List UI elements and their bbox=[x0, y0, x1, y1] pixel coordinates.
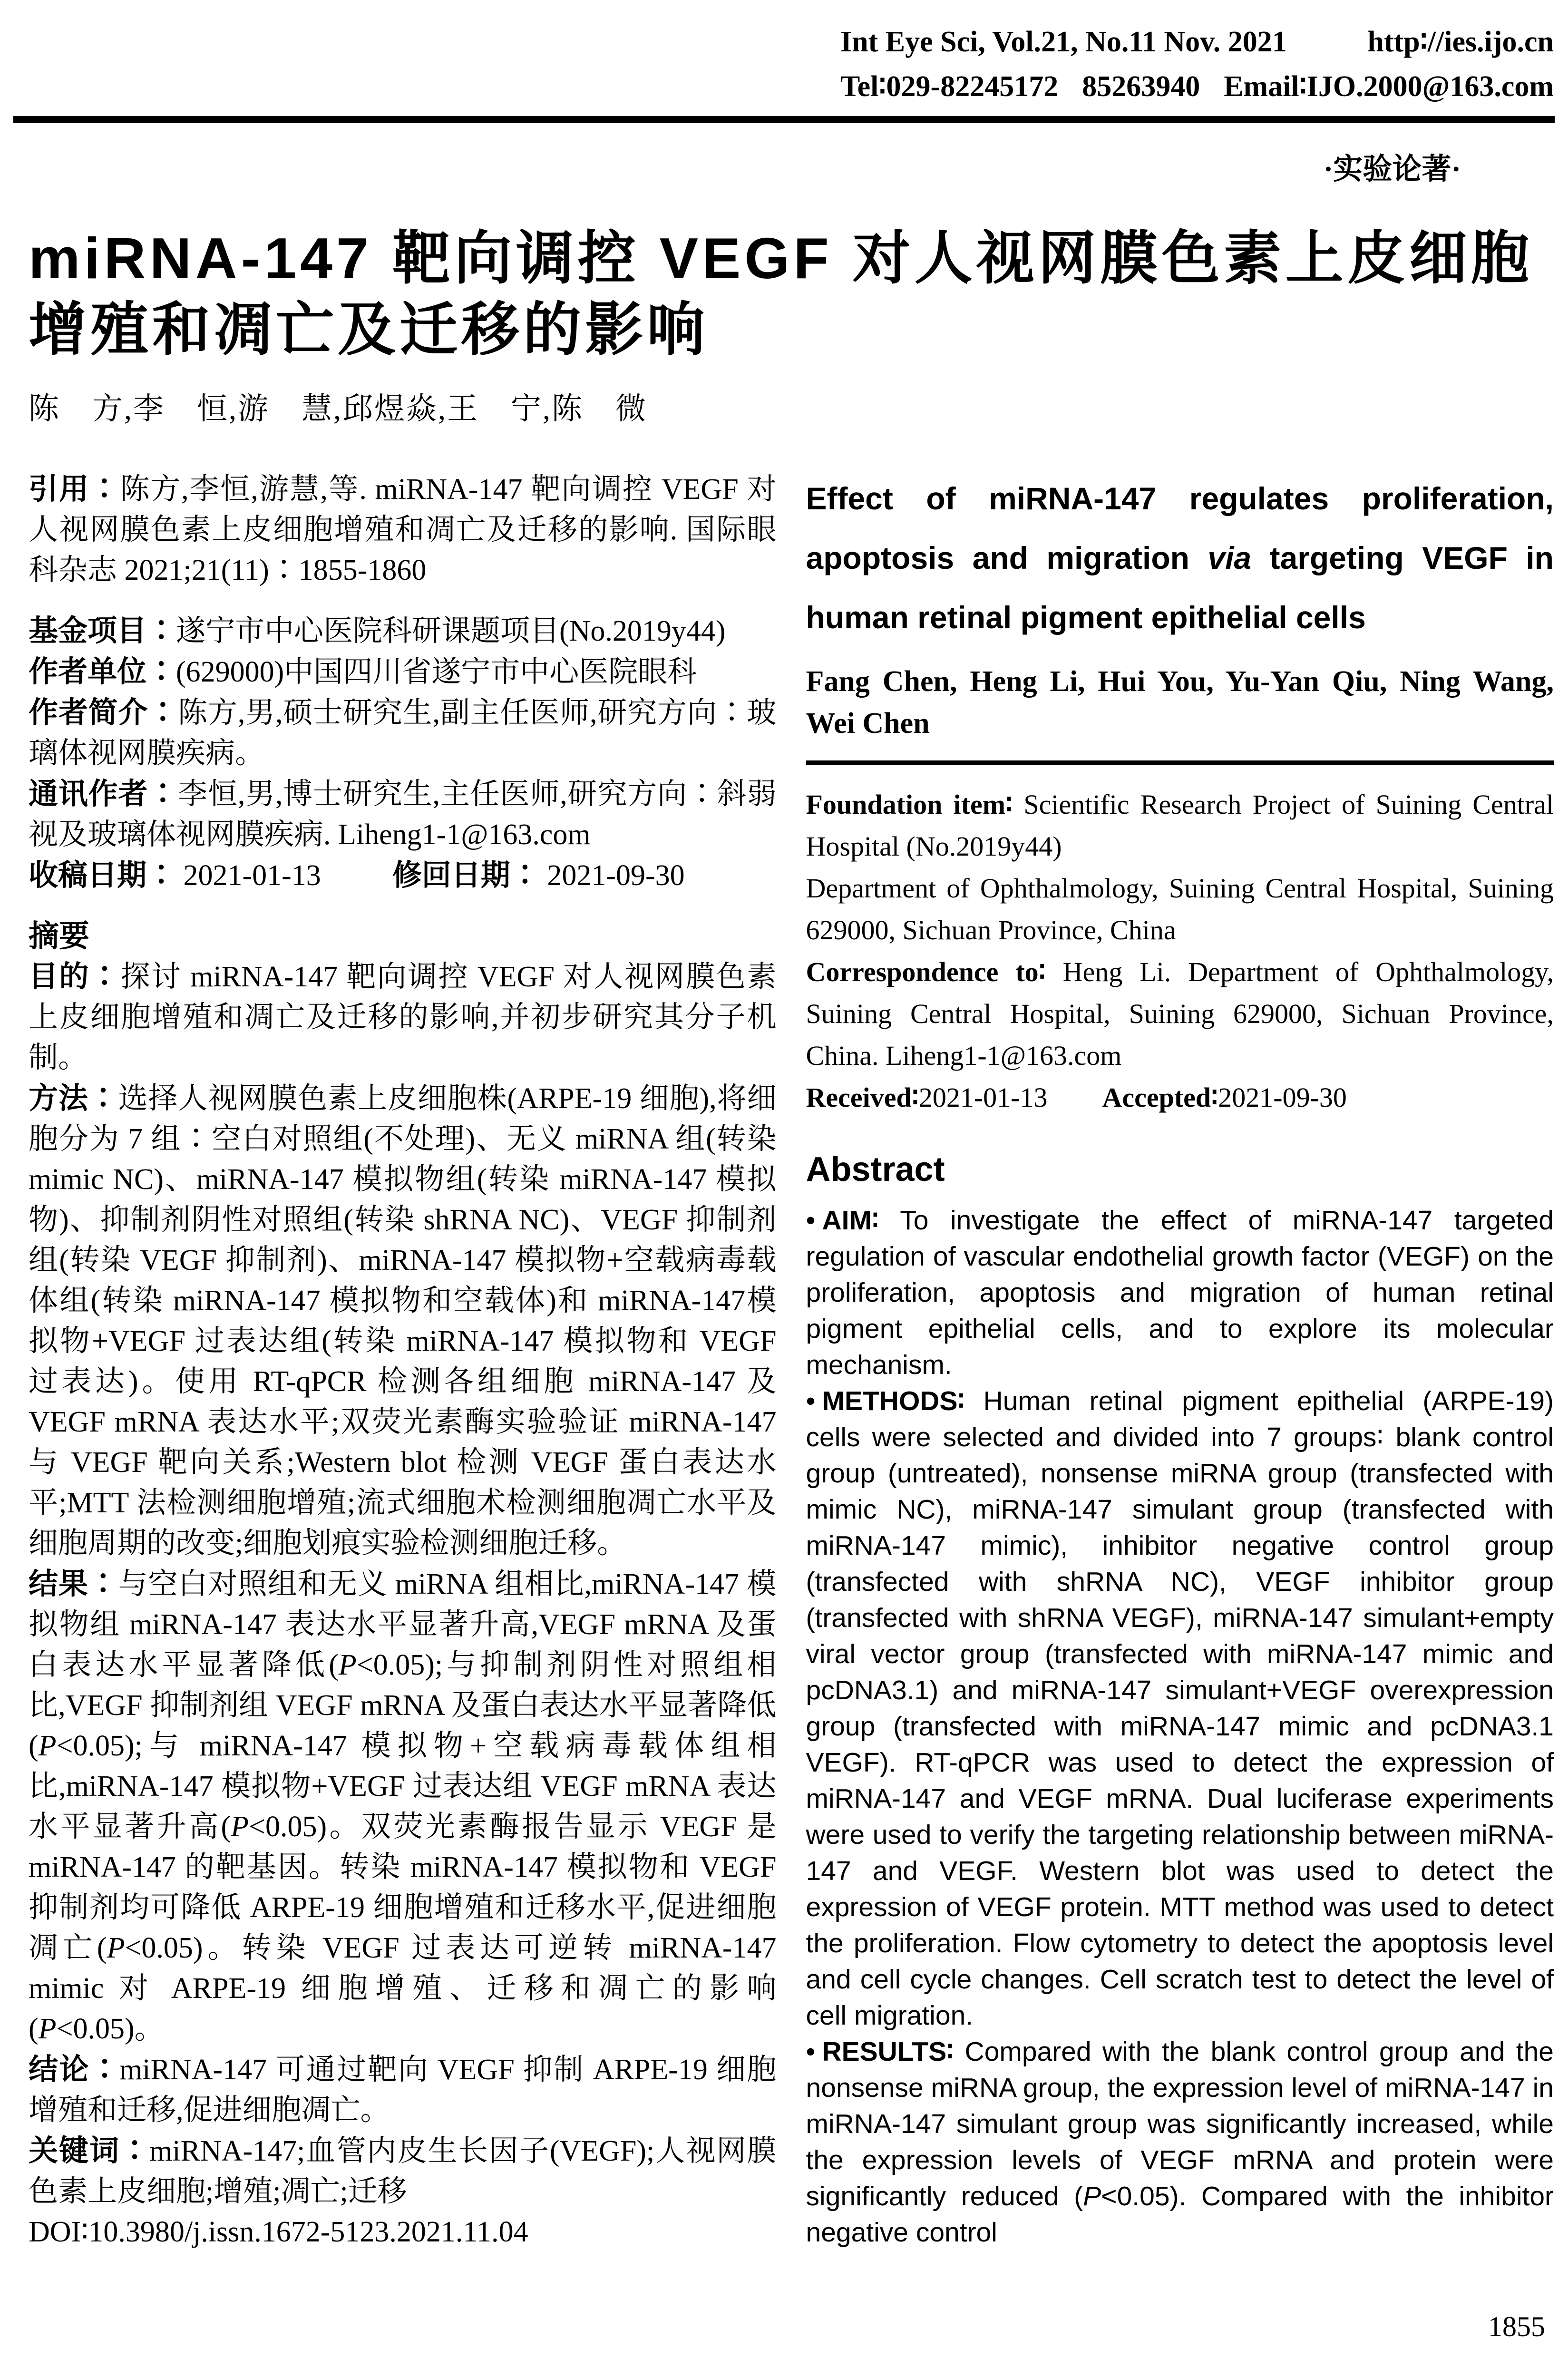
affiliation-cn-paragraph bbox=[29, 652, 777, 692]
doi-line bbox=[29, 2212, 777, 2252]
article-title-cn bbox=[29, 223, 1539, 365]
aim-cn-text: 探讨 miRNA-147 靶向调控 VEGF 对人视网膜色素上皮细胞增殖和凋亡及迁移的影响,并初步研究其分子机制。 bbox=[29, 961, 777, 1074]
correspondence-cn-paragraph bbox=[29, 774, 777, 855]
correspondence-en-label: Correspondence to∶ bbox=[806, 956, 1046, 987]
bullet-icon: • bbox=[806, 1205, 816, 1236]
journal-tel-2: 85263940 bbox=[1082, 70, 1200, 103]
author-bio-label: 作者简介∶ bbox=[29, 696, 178, 729]
doi-link[interactable]: 10.3980/j.issn.1672-5123.2021.11.04 bbox=[88, 2216, 528, 2248]
aim-label: AIM∶ bbox=[822, 1205, 879, 1236]
methods-cn-text: 选择人视网膜色素上皮细胞株(ARPE-19 细胞),将细胞分为 7 组∶空白对照组(不处理)、无义 miRNA 组(转染 mimic NC)、miRNA-147 模拟物组(转染 miRNA-147 模拟物)、抑制剂阴性对照组(转染 shRNA NC)、VEGF 抑制剂组(转染 VEGF 抑制剂)、miRNA-147 模拟物+空载病毒载体组(转染 miRNA-147 模拟物和空载体)和 miRNA-147模拟物+VEGF 过表达组(转染 miRNA-147 模拟物和 VEGF 过表达)。使用 RT-qPCR 检测各组细胞 miRNA-147 及 VEGF mRNA 表达水平;双荧光素酶实验验证 miRNA-147 与 VEGF 靶向关系;Western blot 检测 VEGF 蛋白表达水平;MTT 法检测细胞增殖;流式细胞术检测细胞凋亡水平及细胞周期的改变;细胞划痕实验检测细胞迁移。 bbox=[29, 1082, 777, 1559]
bullet-icon: • bbox=[806, 2036, 816, 2067]
citation-text: 陈方,李恒,游慧,等. miRNA-147 靶向调控 VEGF 对人视网膜色素上皮细胞增殖和凋亡及迁移的影响. 国际眼科杂志 2021;21(11)∶1855-1860 bbox=[29, 473, 777, 586]
conclusion-cn-paragraph bbox=[29, 2049, 777, 2131]
keywords-paragraph bbox=[29, 2131, 777, 2212]
methods-paragraph bbox=[806, 1383, 1554, 2034]
citation-paragraph bbox=[29, 469, 777, 591]
correspondence-en-text: Heng Li. Department of Ophthalmology, Suining Central Hospital, Suining 629000, Sichuan Province, China. Liheng1-1@163.com bbox=[806, 956, 1554, 1071]
keywords-text: miRNA-147;血管内皮生长因子(VEGF);人视网膜色素上皮细胞;增殖;凋亡;迁移 bbox=[29, 2135, 777, 2208]
affiliation-cn-label: 作者单位∶ bbox=[29, 655, 176, 688]
page-number: 1855 bbox=[1488, 2311, 1545, 2342]
revised-date: 2021-09-30 bbox=[539, 859, 685, 892]
conclusion-cn-text: miRNA-147 可通过靶向 VEGF 抑制 ARPE-19 细胞增殖和迁移,促进细胞凋亡。 bbox=[29, 2054, 777, 2126]
authors-cn: 陈 方,李 恒,游 慧,邱煜焱,王 宁,陈 微 bbox=[29, 392, 647, 426]
abstract-heading-cn: 摘要 bbox=[29, 919, 89, 953]
author-bio-text: 陈方,男,硕士研究生,副主任医师,研究方向∶玻璃体视网膜疾病。 bbox=[29, 697, 777, 770]
bullet-icon: • bbox=[806, 1386, 816, 1416]
results-cn-label: 结果∶ bbox=[29, 1568, 118, 1600]
doi-label: DOI∶ bbox=[29, 2216, 89, 2248]
spacer bbox=[29, 896, 777, 916]
methods-cn-label: 方法∶ bbox=[29, 1082, 118, 1115]
foundation-en-paragraph bbox=[806, 784, 1554, 867]
journal-header-line-2 bbox=[840, 69, 1554, 104]
dates-en-paragraph bbox=[806, 1077, 1554, 1119]
title-cn-line-2: 增殖和凋亡及迁移的影响 bbox=[29, 297, 709, 362]
foundation-en-text: Scientific Research Project of Suining Central Hospital (No.2019y44) bbox=[806, 789, 1554, 862]
conclusion-cn-label: 结论∶ bbox=[29, 2053, 120, 2086]
correspondence-cn-label: 通讯作者∶ bbox=[29, 778, 178, 810]
aim-paragraph bbox=[806, 1202, 1554, 1383]
spacer bbox=[29, 591, 777, 611]
aim-cn-paragraph bbox=[29, 956, 777, 1078]
header-rule bbox=[13, 116, 1555, 123]
affiliation-cn-text: (629000)中国四川省遂宁市中心医院眼科 bbox=[176, 656, 697, 688]
journal-website-link[interactable]: http∶//ies.ijo.cn bbox=[1367, 26, 1554, 58]
affiliation-en-paragraph: Department of Ophthalmology, Suining Central Hospital, Suining 629000, Sichuan Province, China bbox=[806, 873, 1554, 945]
methods-label: METHODS∶ bbox=[822, 1386, 965, 1416]
foundation-cn-paragraph bbox=[29, 611, 777, 652]
columns bbox=[29, 469, 1554, 2252]
article-title-en: Effect of miRNA-147 regulates proliferation, apoptosis and migration via targeting VEGF in human retinal pigment epithelial cells bbox=[806, 481, 1554, 635]
authors-en: Fang Chen, Heng Li, Hui You, Yu-Yan Qiu, Ning Wang, Wei Chen bbox=[806, 665, 1554, 740]
received-date: 2021-01-13 bbox=[176, 859, 321, 892]
received-en-date: 2021-01-13 bbox=[918, 1082, 1048, 1113]
correspondence-cn-text: 李恒,男,博士研究生,主任医师,研究方向∶斜弱视及玻璃体视网膜疾病. Liheng1-1@163.com bbox=[29, 778, 777, 851]
left-column bbox=[29, 469, 777, 2252]
journal-tel: Tel∶029-82245172 bbox=[840, 70, 1059, 103]
methods-cn-paragraph bbox=[29, 1078, 777, 1564]
methods-text: Human retinal pigment epithelial (ARPE-19) cells were selected and divided into 7 groups∶ blank control group (untreated), nonsense miRNA group (transfected with mimic NC), miRNA-147 simulant group (transfected with miRNA-147 mimic), inhibitor negative control group (transfected with shRNA NC), VEGF inhibitor group (transfected with shRNA VEGF), miRNA-147 simulant+empty viral vector group (transfected with miRNA-147 mimic and pcDNA3.1) and miRNA-147 simulant+VEGF overexpression group (transfected with miRNA-147 mimic and pcDNA3.1 VEGF). RT-qPCR was used to detect the expression of miRNA-147 and VEGF mRNA. Dual luciferase experiments were used to verify the targeting relationship between miRNA-147 and VEGF. Western blot was used to detect the expression of VEGF protein. MTT method was used to detect the proliferation. Flow cytometry to detect the apoptosis level and cell cycle changes. Cell scratch test to detect the level of cell migration. bbox=[806, 1386, 1554, 2031]
citation-label: 引用∶ bbox=[29, 473, 119, 506]
results-label: RESULTS∶ bbox=[822, 2036, 954, 2067]
journal-header bbox=[0, 25, 1568, 187]
aim-text: To investigate the effect of miRNA-147 targeted regulation of vascular endothelial growth factor (VEGF) on the proliferation, apoptosis and migration of human retinal pigment epithelial cells, and to explore its molecular mechanism. bbox=[806, 1205, 1554, 1380]
title-cn-line-1: miRNA-147 靶向调控 VEGF 对人视网膜色素上皮细胞 bbox=[29, 226, 1533, 291]
journal-header-line-1 bbox=[840, 25, 1554, 59]
results-cn-text: 与空白对照组和无义 miRNA 组相比,miRNA-147 模拟物组 miRNA-147 表达水平显著升高,VEGF mRNA 及蛋白表达水平显著降低(P<0.05);与抑制剂阴性对照组相比,VEGF 抑制剂组 VEGF mRNA 及蛋白表达水平显著降低(P<0.05);与 miRNA-147 模拟物+空载病毒载体组相比,miRNA-147 模拟物+VEGF 过表达组 VEGF mRNA 表达水平显著升高(P<0.05)。双荧光素酶报告显示 VEGF 是 miRNA-147 的靶基因。转染 miRNA-147 模拟物和 VEGF 抑制剂均可降低 ARPE-19 细胞增殖和迁移水平,促进细胞凋亡(P<0.05)。转染 VEGF 过表达可逆转 miRNA-147 mimic 对 ARPE-19 细胞增殖、迁移和凋亡的影响(P<0.05)。 bbox=[29, 1568, 777, 2045]
results-paragraph bbox=[806, 2034, 1554, 2250]
results-text: Compared with the blank control group and the nonsense miRNA group, the expression level of miRNA-147 in miRNA-147 simulant group was significantly increased, while the expression levels of VEGF mRNA and protein were significantly reduced (P<0.05). Compared with the inhibitor negative control bbox=[806, 2036, 1554, 2248]
accepted-en-date: 2021-09-30 bbox=[1218, 1082, 1347, 1113]
foundation-cn-label: 基金项目∶ bbox=[29, 614, 176, 647]
foundation-en-label: Foundation item∶ bbox=[806, 789, 1013, 820]
journal-info: Int Eye Sci, Vol.21, No.11 Nov. 2021 bbox=[840, 26, 1287, 58]
keywords-label: 关键词∶ bbox=[29, 2134, 150, 2167]
author-bio-paragraph bbox=[29, 692, 777, 774]
revised-date-label: 修回日期∶ bbox=[392, 859, 540, 892]
journal-email-link[interactable]: Email∶IJO.2000@163.com bbox=[1224, 70, 1554, 103]
accepted-en-label: Accepted∶ bbox=[1102, 1082, 1218, 1113]
author-divider-rule bbox=[806, 760, 1554, 765]
right-column bbox=[806, 469, 1554, 2252]
results-cn-paragraph bbox=[29, 1564, 777, 2049]
article-type-label: ·实验论著· bbox=[1323, 153, 1461, 185]
abstract-heading-en: Abstract bbox=[806, 1150, 945, 1188]
received-date-label: 收稿日期∶ bbox=[29, 859, 176, 892]
dates-cn-paragraph bbox=[29, 855, 777, 896]
journal-header-block bbox=[840, 25, 1554, 104]
received-en-label: Received∶ bbox=[806, 1082, 919, 1113]
foundation-cn-text: 遂宁市中心医院科研课题项目(No.2019y44) bbox=[176, 615, 726, 647]
correspondence-en-paragraph bbox=[806, 951, 1554, 1077]
aim-cn-label: 目的∶ bbox=[29, 960, 119, 993]
